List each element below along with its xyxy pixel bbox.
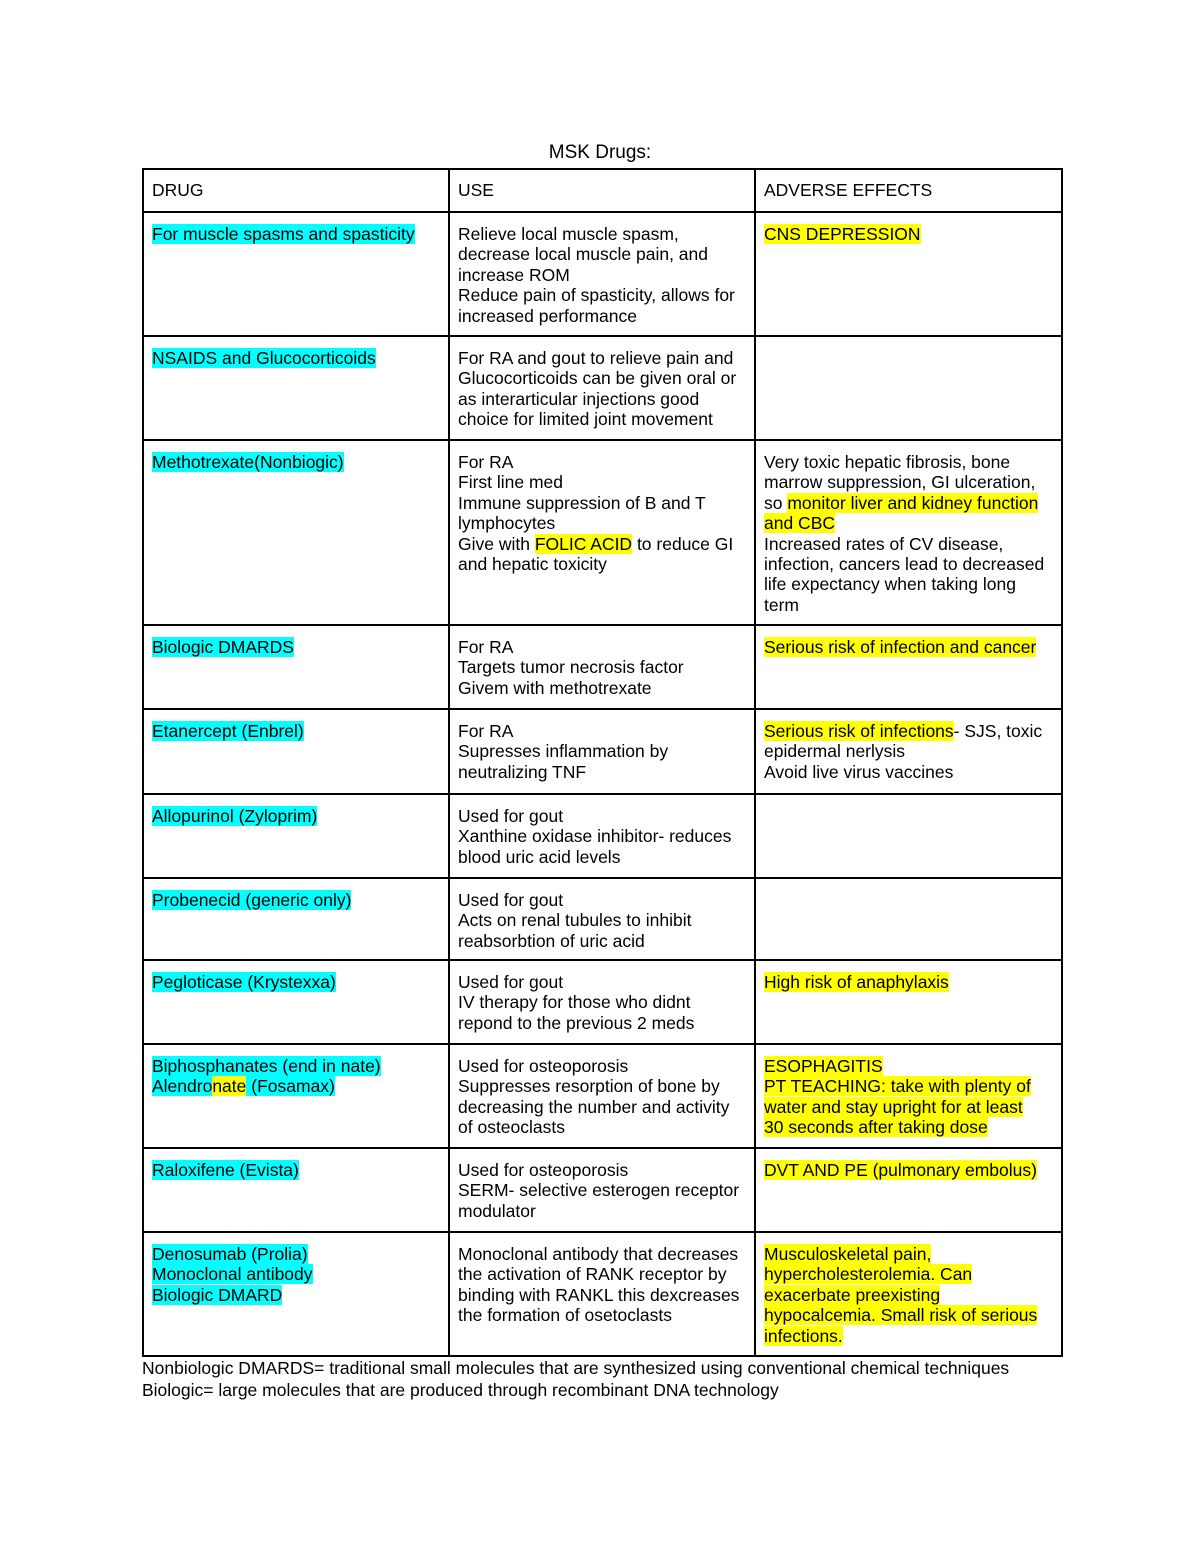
use-line: decrease local muscle pain, and — [458, 244, 709, 265]
use-line: modulator — [458, 1200, 536, 1221]
drug-cell — [143, 1044, 449, 1148]
use-line: For RA — [458, 452, 514, 472]
use-cell — [449, 440, 755, 625]
use-line: increase ROM — [458, 264, 570, 285]
drug-name: Pegloticase (Krystexxa) — [152, 972, 336, 992]
folic-acid-highlight: FOLIC ACID — [534, 533, 633, 554]
use-text: Give with — [458, 533, 535, 554]
drug-cell — [143, 212, 449, 336]
use-line: Targets tumor necrosis factor — [458, 657, 684, 678]
adverse-line: epidermal nerlysis — [764, 741, 906, 762]
use-line: SERM- selective esterogen receptor — [458, 1180, 740, 1201]
use-cell — [449, 625, 755, 709]
adverse-cell — [755, 1044, 1062, 1148]
adverse-cell — [755, 878, 1062, 960]
adverse-line: life expectancy when taking long — [764, 574, 1016, 595]
adverse-cell — [755, 794, 1062, 878]
adverse-cell — [755, 1148, 1062, 1232]
header-use: USE — [449, 169, 755, 212]
adverse-highlight: monitor liver and kidney function — [787, 492, 1039, 513]
use-line: Relieve local muscle spasm, — [458, 224, 679, 244]
drug-name: Allopurinol (Zyloprim) — [152, 806, 318, 826]
drug-cell — [143, 878, 449, 960]
use-line: Used for osteoporosis — [458, 1160, 629, 1180]
adverse-cell — [755, 960, 1062, 1044]
use-cell — [449, 960, 755, 1044]
use-line: Glucocorticoids can be given oral or — [458, 368, 737, 389]
table-row — [143, 709, 1062, 794]
footnote-biologic: Biologic= large molecules that are produced through recombinant DNA technology — [142, 1380, 779, 1400]
page-title: MSK Drugs: — [548, 142, 652, 163]
drug-name: Biphosphanates (end in nate) — [152, 1056, 381, 1076]
footnotes — [142, 1357, 1009, 1401]
use-text: to reduce GI — [632, 533, 734, 554]
table-row — [143, 625, 1062, 709]
use-line: Used for gout — [458, 890, 564, 910]
table-row — [143, 1232, 1062, 1356]
use-cell — [449, 1044, 755, 1148]
adverse-line — [764, 513, 1054, 533]
adverse-effect-text: High risk of anaphylaxis — [764, 972, 949, 992]
use-line: Givem with methotrexate — [458, 677, 652, 698]
drug-cell — [143, 440, 449, 625]
drug-name: Biologic DMARDS — [152, 637, 294, 657]
adverse-effect-text: Serious risk of infection and cancer — [764, 637, 1037, 657]
use-line: Monoclonal antibody that decreases — [458, 1244, 739, 1264]
drug-cell — [143, 794, 449, 878]
drug-cell — [143, 1148, 449, 1232]
use-cell — [449, 336, 755, 440]
drug-cell — [143, 625, 449, 709]
use-line: as interarticular injections good — [458, 388, 700, 409]
use-line: binding with RANKL this dexcreases — [458, 1284, 740, 1305]
adverse-line: Avoid live virus vaccines — [764, 761, 954, 782]
adverse-effect-text: hypocalcemia. Small risk of serious — [764, 1305, 1038, 1326]
adverse-effect-text: PT TEACHING: take with plenty of — [764, 1076, 1031, 1097]
table-row — [143, 960, 1062, 1044]
adverse-line — [764, 721, 1054, 741]
adverse-cell — [755, 1232, 1062, 1356]
use-line: lymphocytes — [458, 513, 556, 534]
use-line: of osteoclasts — [458, 1117, 565, 1138]
drug-name: Methotrexate(Nonbiogic) — [152, 452, 344, 472]
use-line: Immune suppression of B and T — [458, 492, 706, 513]
adverse-cell — [755, 625, 1062, 709]
use-line: Used for gout — [458, 806, 564, 826]
use-line: neutralizing TNF — [458, 761, 587, 782]
drug-cell — [143, 960, 449, 1044]
use-cell — [449, 794, 755, 878]
drug-name-part: (Fosamax) — [246, 1076, 335, 1097]
use-line: IV therapy for those who didnt — [458, 992, 691, 1013]
drug-name: Raloxifene (Evista) — [152, 1160, 299, 1180]
use-line: blood uric acid levels — [458, 846, 621, 867]
use-line: Used for osteoporosis — [458, 1056, 629, 1076]
use-line: the activation of RANK receptor by — [458, 1264, 727, 1285]
table-row — [143, 440, 1062, 625]
drug-name: NSAIDS and Glucocorticoids — [152, 348, 376, 368]
adverse-highlight: Serious risk of infections — [764, 721, 954, 741]
use-line: decreasing the number and activity — [458, 1096, 730, 1117]
adverse-effect-text: ESOPHAGITIS — [764, 1056, 883, 1076]
table-row — [143, 336, 1062, 440]
use-line: Supresses inflammation by — [458, 741, 669, 762]
drug-cell — [143, 709, 449, 794]
adverse-effect-text: 30 seconds after taking dose — [764, 1117, 988, 1138]
table-row — [143, 878, 1062, 960]
drug-name: Denosumab (Prolia) — [152, 1244, 308, 1264]
adverse-effect-text: exacerbate preexisting — [764, 1284, 941, 1305]
use-line: increased performance — [458, 305, 637, 326]
table-row — [143, 1148, 1062, 1232]
adverse-cell — [755, 336, 1062, 440]
use-line: choice for limited joint movement — [458, 409, 713, 430]
adverse-cell — [755, 709, 1062, 794]
footnote-nonbiologic: Nonbiologic DMARDS= traditional small molecules that are synthesized using conventional chemical techniques — [142, 1358, 1010, 1378]
adverse-effect-text: hypercholesterolemia. Can — [764, 1264, 973, 1285]
drug-name: For muscle spasms and spasticity — [152, 224, 415, 244]
table-row — [143, 1044, 1062, 1148]
use-cell — [449, 709, 755, 794]
adverse-effect-text: water and stay upright for at least — [764, 1096, 1023, 1117]
adverse-line: Very toxic hepatic fibrosis, bone — [764, 452, 1011, 472]
use-line: For RA — [458, 637, 514, 657]
adverse-effect-text: CNS DEPRESSION — [764, 224, 921, 244]
use-line: and hepatic toxicity — [458, 554, 607, 575]
table-row — [143, 794, 1062, 878]
adverse-line — [764, 493, 1054, 513]
adverse-text: - SJS, toxic — [953, 721, 1043, 741]
drug-cell — [143, 1232, 449, 1356]
use-line: Reduce pain of spasticity, allows for — [458, 285, 735, 306]
use-line: For RA and gout to relieve pain and — [458, 348, 734, 368]
table-row — [143, 212, 1062, 336]
use-line: For RA — [458, 721, 514, 741]
drug-name: Etanercept (Enbrel) — [152, 721, 304, 741]
header-drug: DRUG — [143, 169, 449, 212]
adverse-cell — [755, 440, 1062, 625]
drug-name-part: Alendro — [152, 1076, 213, 1097]
drug-cell — [143, 336, 449, 440]
table-header-row — [143, 169, 1062, 212]
use-line: Used for gout — [458, 972, 564, 992]
use-line: Xanthine oxidase inhibitor- reduces — [458, 826, 732, 847]
drug-class: Monoclonal antibody — [152, 1264, 313, 1285]
drug-example — [152, 1076, 441, 1096]
use-line: reabsorbtion of uric acid — [458, 930, 645, 951]
use-line — [458, 534, 747, 554]
use-line: the formation of osetoclasts — [458, 1305, 672, 1326]
use-cell — [449, 878, 755, 960]
drug-name: Probenecid (generic only) — [152, 890, 352, 910]
use-line: First line med — [458, 472, 564, 493]
use-line: repond to the previous 2 meds — [458, 1012, 695, 1033]
adverse-effect-text: Musculoskeletal pain, — [764, 1244, 932, 1264]
use-cell — [449, 1148, 755, 1232]
adverse-line: term — [764, 594, 799, 615]
drug-table — [142, 168, 1063, 1357]
drug-class: Biologic DMARD — [152, 1284, 283, 1305]
adverse-text: so — [764, 492, 788, 513]
adverse-line: infection, cancers lead to decreased — [764, 554, 1045, 575]
use-line: Acts on renal tubules to inhibit — [458, 910, 692, 931]
suffix-highlight: nate — [212, 1076, 247, 1097]
use-cell — [449, 212, 755, 336]
use-cell — [449, 1232, 755, 1356]
adverse-line: marrow suppression, GI ulceration, — [764, 472, 1036, 493]
adverse-effect-text: infections. — [764, 1325, 843, 1346]
adverse-line: Increased rates of CV disease, — [764, 533, 1004, 554]
adverse-highlight: and CBC — [764, 513, 836, 534]
header-adverse-effects: ADVERSE EFFECTS — [755, 169, 1062, 212]
adverse-effect-text: DVT AND PE (pulmonary embolus) — [764, 1160, 1037, 1180]
adverse-cell — [755, 212, 1062, 336]
use-line: Suppresses resorption of bone by — [458, 1076, 720, 1097]
